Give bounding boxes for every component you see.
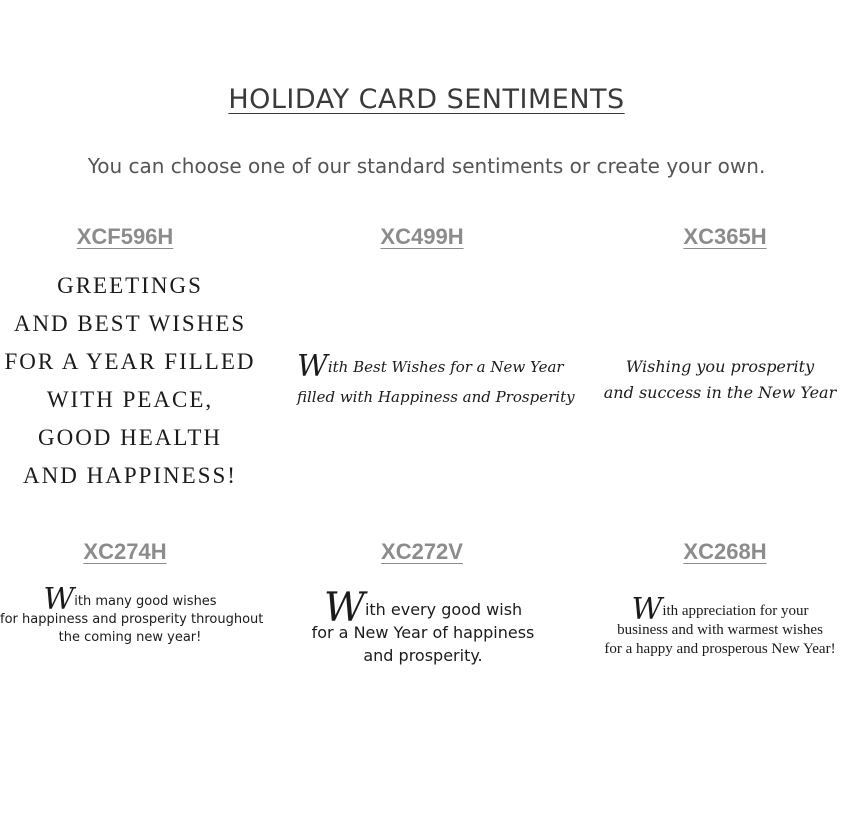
sentiment-line: With Best Wishes for a New Year — [297, 349, 564, 384]
card-code: XC365H — [683, 224, 767, 249]
sentiment-line: GREETINGS — [57, 273, 203, 298]
sentiment-line: With appreciation for your — [631, 592, 809, 627]
sentiment-line: AND HAPPINESS! — [23, 463, 237, 488]
sentiment-line: WITH PEACE, — [46, 387, 214, 412]
drop-cap: W — [323, 585, 365, 631]
sentiment-line: Wishing you prosperity — [625, 357, 815, 376]
drop-cap: W — [631, 592, 663, 627]
sentiment-line: for a New Year of happiness — [311, 623, 535, 642]
sentiment-line: FOR A YEAR FILLED — [4, 349, 256, 374]
card-code: XC268H — [683, 539, 767, 564]
drop-cap: W — [297, 349, 328, 384]
sentiment-line: filled with Happiness and Prosperity — [297, 388, 575, 406]
sentiment-text — [590, 354, 850, 406]
card-code: XC274H — [83, 539, 167, 564]
sentiment-line: and success in the New Year — [603, 383, 837, 402]
sentiment-line: AND BEST WISHES — [13, 311, 247, 336]
sentiment-text — [590, 592, 850, 659]
sentiment-line: With every good wish — [323, 585, 523, 631]
sentiment-line: the coming new year! — [58, 630, 202, 645]
sentiment-text — [0, 582, 264, 647]
sentiment-line: With many good wishes — [43, 582, 217, 617]
sentiment-line: and prosperity. — [363, 646, 483, 665]
sentiment-text — [297, 349, 575, 412]
card-code: XC272V — [381, 539, 463, 564]
sentiment-line: GOOD HEALTH — [37, 425, 223, 450]
card-code: XCF596H — [76, 224, 174, 249]
sentiment-line: business and with warmest wishes — [617, 622, 823, 638]
sentiment-line: for happiness and prosperity throughout — [0, 612, 264, 627]
sentiment-text — [293, 585, 553, 667]
sentiment-text — [0, 267, 260, 495]
page-subtitle: You can choose one of our standard sentiments or create your own. — [87, 154, 766, 178]
sentiment-line: for a happy and prosperous New Year! — [604, 641, 836, 657]
card-code: XC499H — [380, 224, 464, 249]
page-title: HOLIDAY CARD SENTIMENTS — [228, 84, 625, 115]
drop-cap: W — [43, 582, 75, 617]
